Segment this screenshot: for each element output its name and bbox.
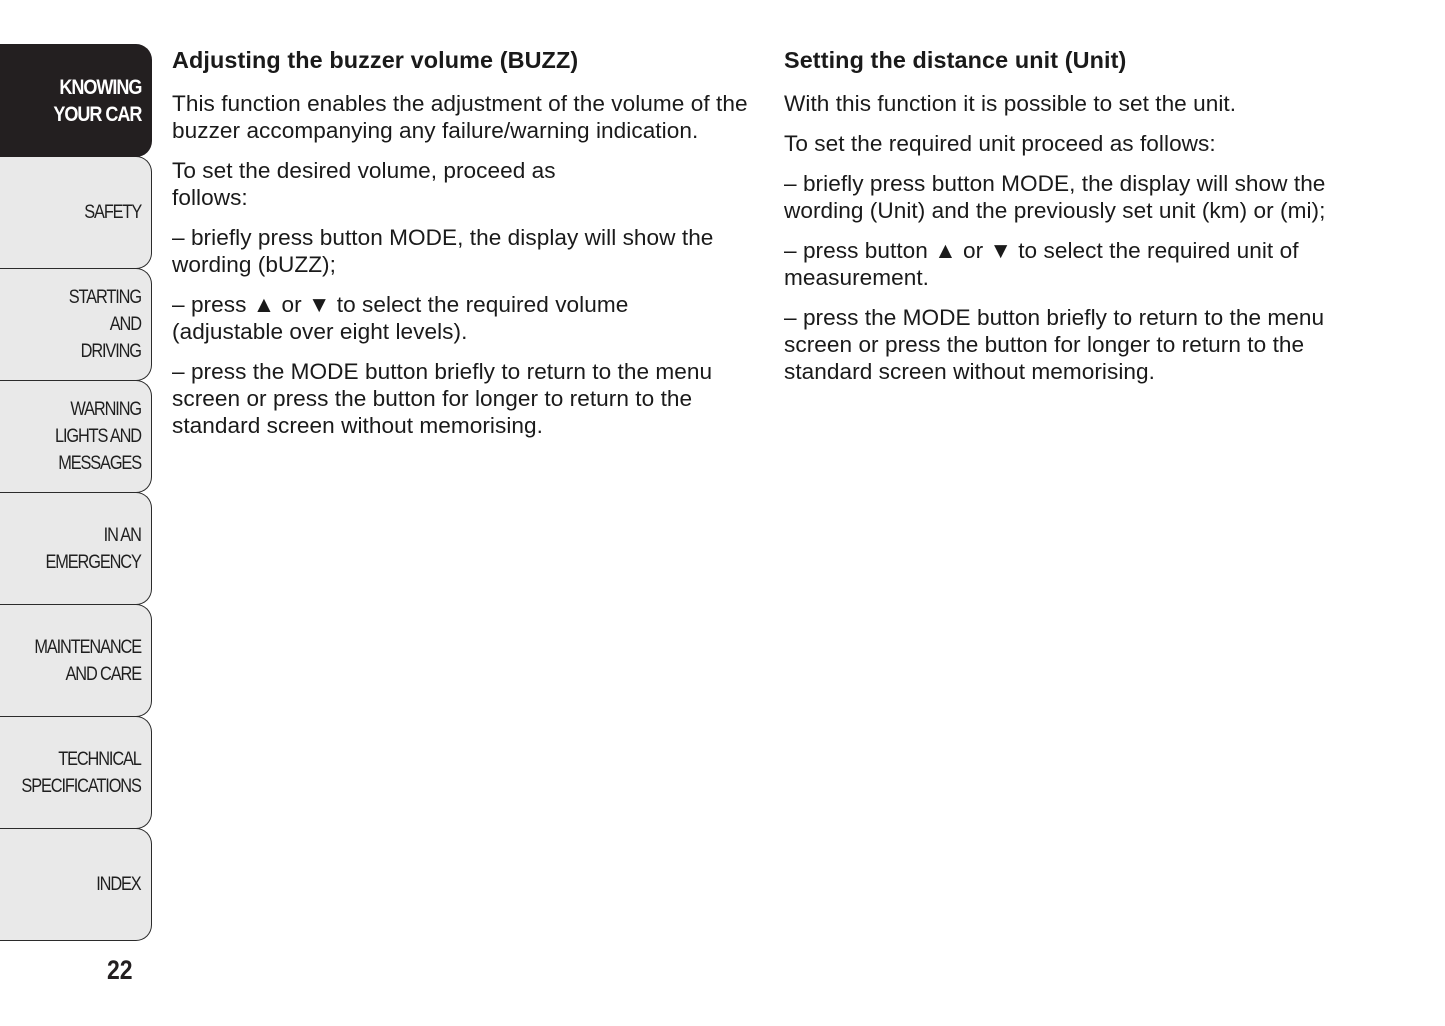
section-heading: Setting the distance unit (Unit)	[784, 47, 1127, 73]
paragraph: To set the desired volume, proceed as follows:	[172, 158, 556, 210]
paragraph: – press ▲ or ▼ to select the required volume (adjustable over eight levels).	[172, 292, 629, 344]
buzzer-volume-section	[172, 44, 752, 452]
paragraph: To set the required unit proceed as follows:	[784, 131, 1216, 156]
tab-label: WARNING LIGHTS AND MESSAGES	[55, 399, 141, 474]
section-tab-index	[0, 44, 152, 940]
tab-label: TECHNICAL SPECIFICATIONS	[21, 748, 142, 797]
distance-unit-section	[784, 44, 1374, 398]
tab-in-an-emergency[interactable]	[0, 492, 152, 605]
paragraph: This function enables the adjustment of the volume of the buzzer accompanying any failure/warning indication.	[172, 91, 748, 143]
tab-technical-specifications[interactable]	[0, 716, 152, 829]
page-number: 22	[107, 955, 133, 985]
tab-warning-lights-and-messages[interactable]	[0, 380, 152, 493]
tab-label: KNOWING YOUR CAR	[52, 75, 141, 126]
section-heading: Adjusting the buzzer volume (BUZZ)	[172, 47, 579, 73]
paragraph: With this function it is possible to set the unit.	[784, 91, 1237, 116]
tab-safety[interactable]	[0, 156, 152, 269]
tab-starting-and-driving[interactable]	[0, 268, 152, 381]
paragraph: – briefly press button MODE, the display will show the wording (bUZZ);	[172, 225, 714, 277]
tab-label: MAINTENANCE AND CARE	[34, 636, 141, 685]
tab-index[interactable]	[0, 828, 152, 941]
paragraph: – press the MODE button briefly to return to the menu screen or press the button for longer to return to the standard screen without memorising.	[784, 305, 1325, 384]
tab-label: IN AN EMERGENCY	[45, 524, 141, 573]
paragraph: – press the MODE button briefly to return to the menu screen or press the button for longer to return to the standard screen without memorising.	[172, 359, 713, 438]
tab-label: SAFETY	[84, 202, 141, 223]
paragraph: – press button ▲ or ▼ to select the required unit of measurement.	[784, 238, 1299, 290]
tab-knowing-your-car[interactable]	[0, 44, 152, 157]
tab-label: INDEX	[96, 874, 141, 895]
paragraph: – briefly press button MODE, the display will show the wording (Unit) and the previously set unit (km) or (mi);	[784, 171, 1326, 223]
tab-maintenance-and-care[interactable]	[0, 604, 152, 717]
tab-label: STARTING AND DRIVING	[68, 287, 141, 362]
